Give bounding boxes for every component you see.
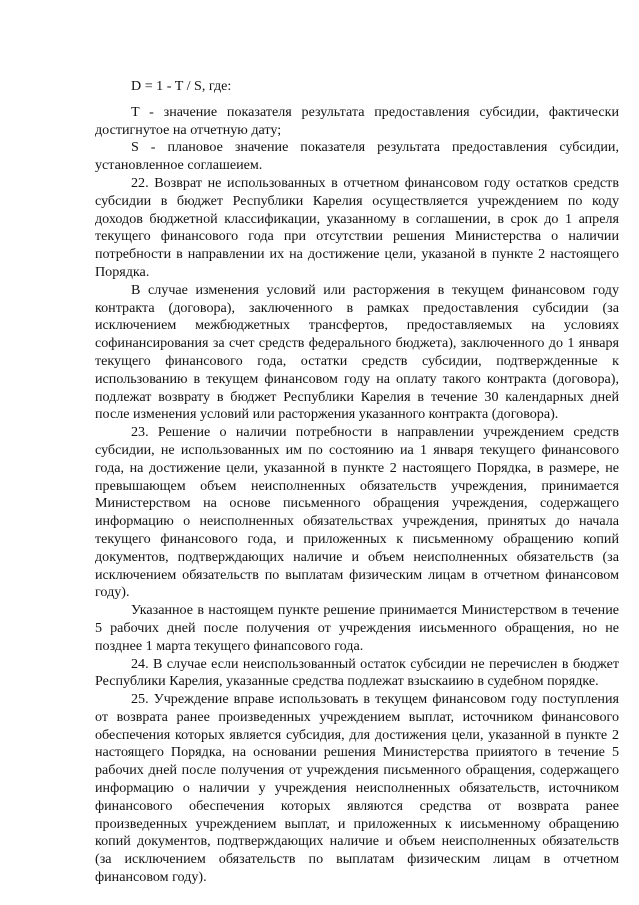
paragraph-24: 24. В случае если неиспользованный остаток субсидии не перечислен в бюджет Республики Карелия, указанные средства подлежат взыскаиию в судебном порядке.	[95, 655, 619, 690]
paragraph-22-contract-change: В случае изменения условий или расторжения в текущем финансовом году контракта (договора), заключенного в рамках предоставления субсидии (за исключением межбюджетных трансфертов, предоставляемых на условиях софинансирования за счет средств федерального бюджета), заключенного до 1 января текущего финансового года, остатки средств субсидии, подтвержденные к использованию в текущем финансовом году на оплату такого контракта (договора), подлежат возврату в бюджет Республики Карелия в течение 30 календарных дней после изменения условий или расторжения указанного контракта (договора).	[95, 281, 619, 423]
paragraph-22: 22. Возврат не использованных в отчетном финансовом году остатков средств субсидии в бюджет Республики Карелия осуществляется учреждением по коду доходов бюджетной классификации, указанному в соглашении, в срок до 1 апреля текущего финансового года при отсутствии решения Министерства о наличии потребности в направлении их на достижение цели, указаной в пункте 2 настоящего Порядка.	[95, 174, 619, 280]
document-body	[95, 78, 619, 887]
paragraph-t-definition: T - значение показателя результата предоставления субсидии, фактически достигнутое на отчетную дату;	[95, 103, 619, 138]
paragraph-25: 25. Учреждение вправе использовать в текущем финансовом году поступления от возврата ранее произведенных учреждением выплат, источником финансового обеспечения которых является субсидия, для достижения цели, указанной в пункте 2 настоящего Порядка, на основании решения Министерства прииятого в течение 5 рабочих дней после получения от учреждения письменного обращения, содержащего информацию о наличии у учреждения неисполненных обязательств, источником финансового обеспечения которых являются средства от возврата ранее произведенных учреждением выплат, и приложенных к иисьменному обращению копий документов, подтверждающих наличие и объем неисполненных обязательств (за исключением обязательств по выплатам физическим лицам в отчетном финансовом году).	[95, 691, 619, 886]
formula-line: D = 1 - T / S, где:	[131, 78, 232, 94]
paragraph-s-definition: S - плановое значение показателя результата предоставления субсидии, установленное соглашеием.	[95, 139, 619, 174]
paragraph-23-decision-term: Указанное в настоящем пункте решение принимается Министерством в течение 5 рабочих дней после получения от учреждения иисьменного обращения, но не позднее 1 марта текущего финапсового года.	[95, 602, 619, 654]
paragraph-23: 23. Решение о наличии потребности в направлении учреждением средств субсидии, не использованных им по состоянию иа 1 января текущего финансового года, на достижение цели, указанной в пункте 2 настоящего Порядка, в размере, не превышающем объем неисполненных обязательств учреждения, принимается Министерством на основе письменного обращения учреждения, содержащего информацию о неисполненных обязательствах учреждения, принятых до начала текущего финансового года, и приложенных к письменному обращению копий документов, подтверждающих наличие и объем неисполненных обязательств (за исключением обязательств по выплатам физическим лицам в отчетном финансовом году).	[95, 424, 619, 601]
